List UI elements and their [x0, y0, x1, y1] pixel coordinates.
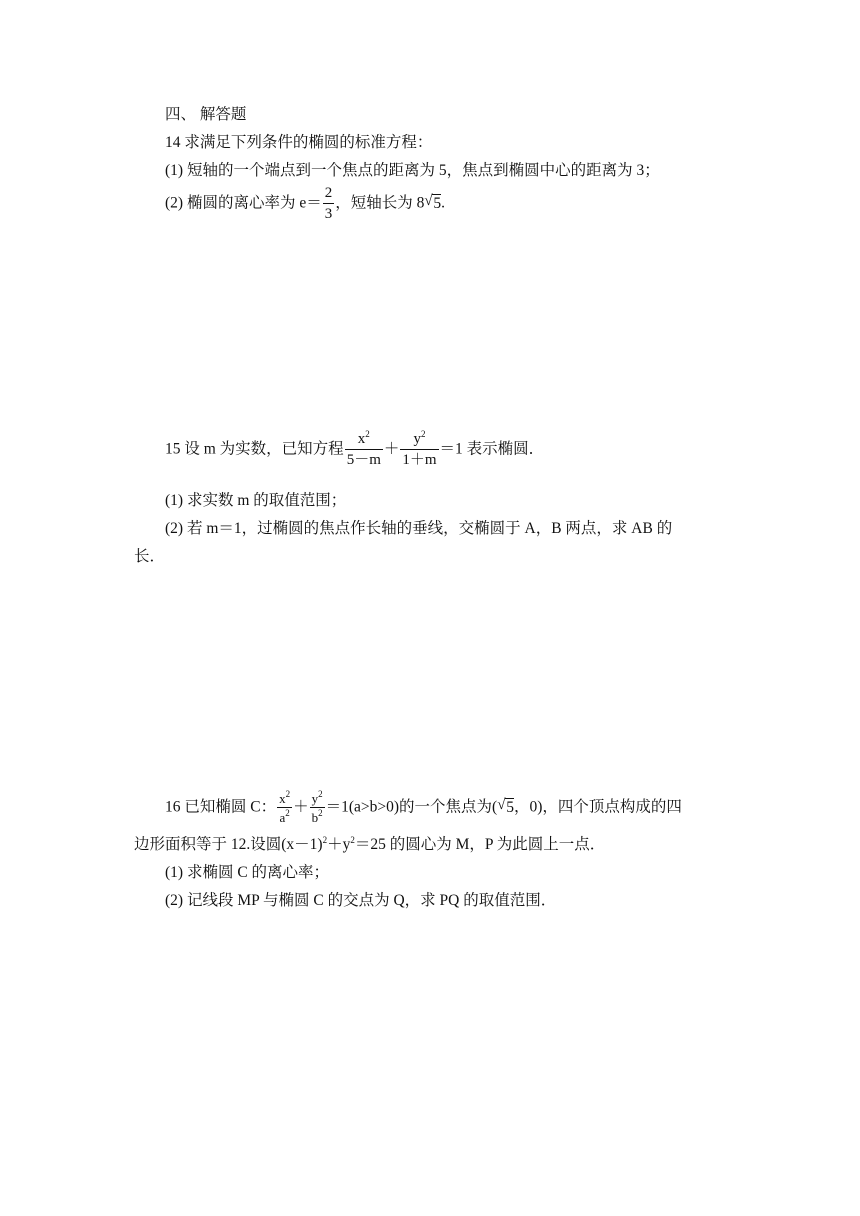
q16-exp-2: 2 [350, 835, 355, 845]
q14-frac-numerator: 2 [323, 186, 335, 204]
q16-sqrt-radicand: 5 [506, 798, 514, 816]
q16-stem [165, 789, 682, 825]
q14-stem: 14 求满足下列条件的椭圆的标准方程： [165, 134, 433, 151]
q15-frac1-numerator: $x^2$ [345, 432, 383, 450]
q16-frac2-denominator: $b^2$ [311, 808, 323, 825]
radical-sign-icon: √ [497, 796, 506, 813]
q16-sqrt [497, 797, 514, 819]
q16-fraction-y [310, 789, 325, 825]
q16-line2 [134, 834, 605, 856]
q16-exp-1: 2 [322, 835, 328, 845]
q15-stem-prefix: 15 设 m 为实数，已知方程 [165, 440, 344, 458]
q16-stem-suffix: ，0)，四个顶点构成的四 [513, 798, 682, 816]
q14-part2 [165, 186, 445, 222]
q15-stem [165, 429, 545, 468]
q15-part2-line2: 长． [134, 548, 166, 565]
q16-line2-c: ＝25 的圆心为 M，P 为此圆上一点． [354, 836, 606, 853]
q15-frac2-denominator: 1＋m [402, 452, 437, 468]
q16-frac1-numerator: $x^2$ [279, 789, 291, 806]
q16-frac1-denominator: $a^2$ [279, 808, 290, 825]
q16-part2: (2) 记线段 MP 与椭圆 C 的交点为 Q，求 PQ 的取值范围． [165, 892, 557, 909]
q16-line2-b: ＋y [327, 836, 351, 853]
q15-part2-line1: (2) 若 m＝1，过椭圆的焦点作长轴的垂线，交椭圆于 A，B 两点，求 AB 的 [165, 520, 673, 537]
q14-part2-mid: ，短轴长为 8 [335, 194, 425, 212]
q14-sqrt [424, 193, 441, 215]
q14-part2-suffix: . [441, 194, 445, 212]
q15-stem-suffix: ＝1 表示椭圆． [439, 440, 545, 458]
q15-fraction-y [400, 429, 438, 468]
q16-fraction-x [277, 789, 292, 825]
q16-part1: (1) 求椭圆 C 的离心率； [165, 864, 330, 881]
q15-part1: (1) 求实数 m 的取值范围； [165, 492, 347, 509]
q15-plus: ＋ [383, 440, 400, 458]
q15-fraction-x [345, 429, 383, 468]
q14-part2-prefix: (2) 椭圆的离心率为 e＝ [165, 194, 322, 212]
radical-sign-icon: √ [424, 192, 433, 209]
q14-frac-denominator: 3 [324, 206, 333, 222]
q14-eccentricity-fraction [323, 186, 335, 222]
q16-plus: ＋ [293, 798, 309, 816]
q14-part1: (1) 短轴的一个端点到一个焦点的距离为 5，焦点到椭圆中心的距离为 3； [165, 162, 660, 179]
q14-sqrt-radicand: 5 [433, 194, 442, 212]
q16-stem-prefix: 16 已知椭圆 C： [165, 798, 277, 816]
q15-frac1-denominator: 5－m [346, 452, 381, 468]
section-heading: 四、 解答题 [165, 106, 247, 123]
q15-frac2-numerator: $y^2$ [400, 432, 438, 450]
q16-stem-mid: ＝1(a>b>0)的一个焦点为( [325, 798, 498, 816]
q16-frac2-numerator: $y^2$ [311, 789, 323, 806]
q16-line2-a: 边形面积等于 12.设圆(x－1) [134, 836, 323, 853]
